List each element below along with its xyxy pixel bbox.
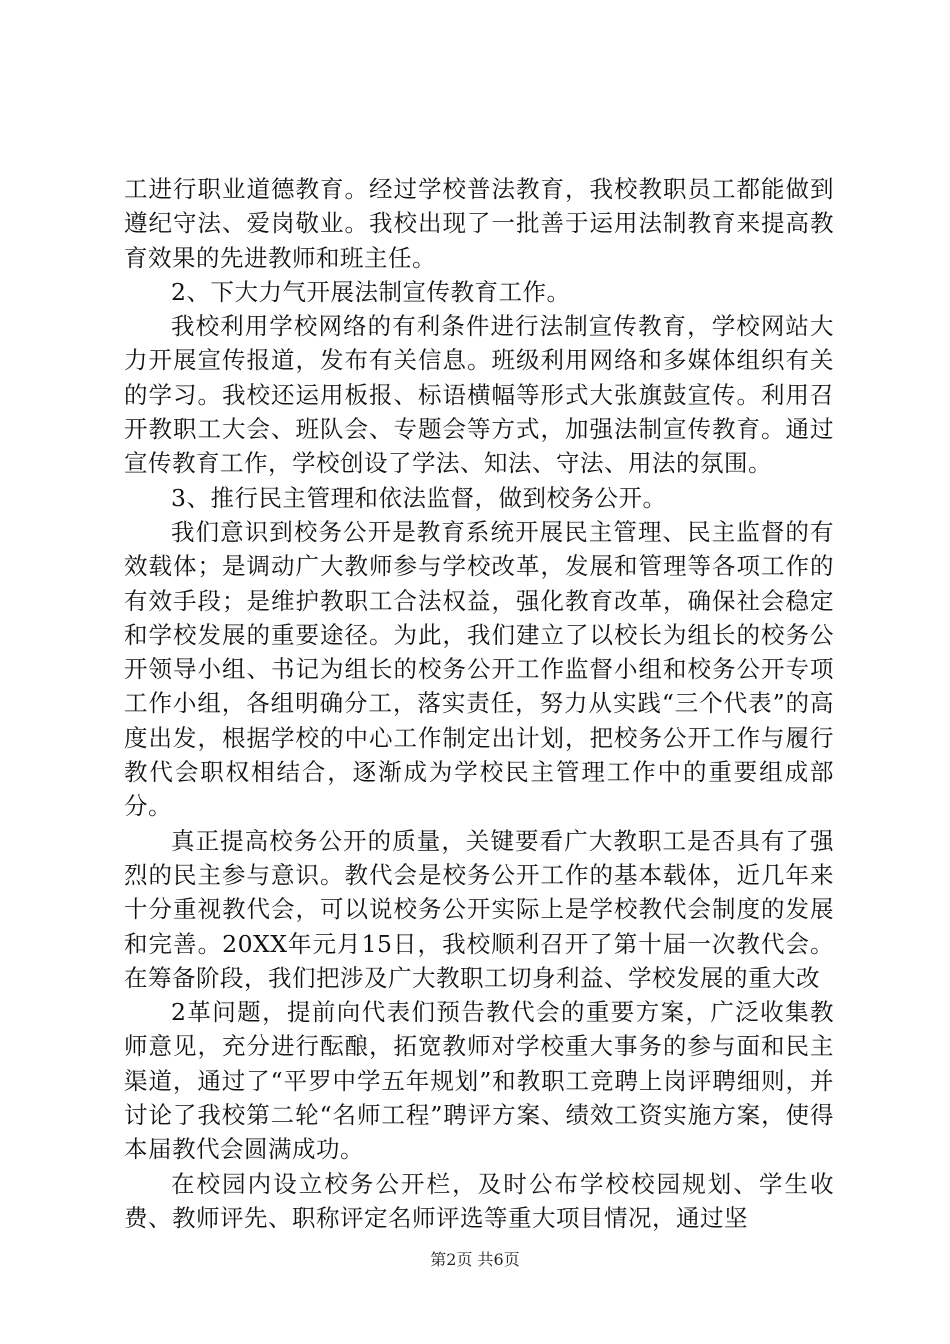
section-heading-3: 3、推行民主管理和依法监督，做到校务公开。 — [171, 483, 667, 512]
paragraph: 2革问题，提前向代表们预告教代会的重要方案，广泛收集教师意见，充分进行酝酿，拓宽教师对学校重大事务的参与面和民主渠道，通过了“平罗中学五年规划”和教职工竞聘上岗评聘细则，并讨论了我校第二轮“名师工程”聘评方案、绩效工资实施方案，使得本届教代会圆满成功。 — [124, 998, 834, 1164]
body-text — [124, 172, 834, 1235]
paragraph: 真正提高校务公开的质量，关键要看广大教职工是否具有了强烈的民主参与意识。教代会是校务公开工作的基本载体，近几年来十分重视教代会，可以说校务公开实际上是学校教代会制度的发展和完善。20XX年元月15日，我校顺利召开了第十届一次教代会。在筹备阶段，我们把涉及广大教职工切身利益、学校发展的重大改 — [124, 826, 834, 992]
paragraph: 在校园内设立校务公开栏，及时公布学校校园规划、学生收费、教师评先、职称评定名师评选等重大项目情况，通过坚 — [124, 1169, 834, 1232]
section-heading-2: 2、下大力气开展法制宣传教育工作。 — [171, 277, 571, 306]
page-footer: 第2页 共6页 — [430, 1250, 520, 1269]
paragraph-continuation: 工进行职业道德教育。经过学校普法教育，我校教职员工都能做到遵纪守法、爱岗敬业。我校出现了一批善于运用法制教育来提高教育效果的先进教师和班主任。 — [124, 175, 834, 272]
paragraph: 我校利用学校网络的有利条件进行法制宣传教育，学校网站大力开展宣传报道，发布有关信息。班级利用网络和多媒体组织有关的学习。我校还运用板报、标语横幅等形式大张旗鼓宣传。利用召开教职工大会、班队会、专题会等方式，加强法制宣传教育。通过宣传教育工作，学校创设了学法、知法、守法、用法的氛围。 — [124, 312, 834, 478]
paragraph: 我们意识到校务公开是教育系统开展民主管理、民主监督的有效载体；是调动广大教师参与学校改革，发展和管理等各项工作的有效手段；是维护教职工合法权益，强化教育改革，确保社会稳定和学校发展的重要途径。为此，我们建立了以校长为组长的校务公开领导小组、书记为组长的校务公开工作监督小组和校务公开专项工作小组，各组明确分工，落实责任，努力从实践“三个代表”的高度出发，根据学校的中心工作制定出计划，把校务公开工作与履行教代会职权相结合，逐渐成为学校民主管理工作中的重要组成部分。 — [124, 517, 834, 821]
